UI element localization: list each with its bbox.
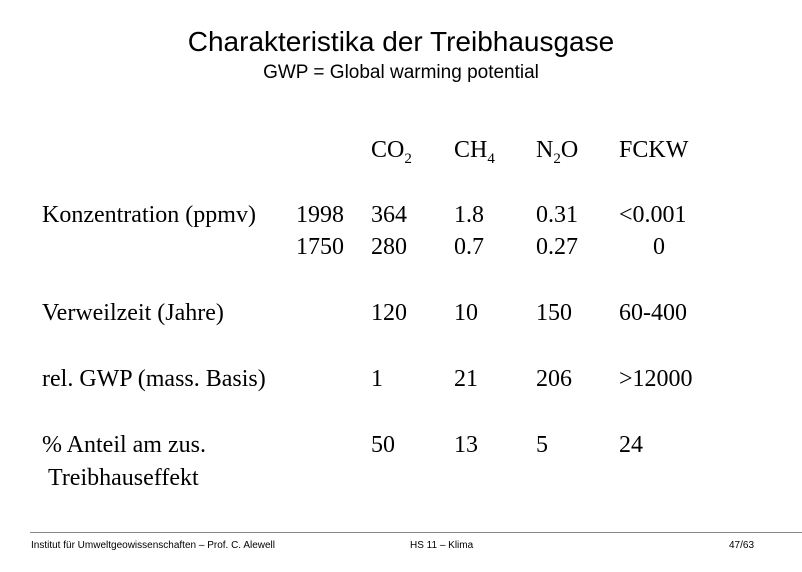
year-1998: 1998 xyxy=(296,202,344,228)
cell-residence-ch4: 10 xyxy=(454,300,478,326)
cell-gwp-n2o: 206 xyxy=(536,366,572,392)
cell-conc1998-ch4: 1.8 xyxy=(454,202,484,228)
cell-share-fckw: 24 xyxy=(619,432,643,458)
cell-gwp-fckw: >12000 xyxy=(619,366,693,392)
cell-share-ch4: 13 xyxy=(454,432,478,458)
header-ch4: $CH_4$ xyxy=(454,137,495,167)
footer-institute: Institut für Umweltgeowissenschaften – Prof. C. Alewell xyxy=(31,540,275,551)
cell-conc1998-fckw: <0.001 xyxy=(619,202,687,228)
row-label-concentration: Konzentration (ppmv) xyxy=(42,202,256,228)
cell-conc1750-ch4: 0.7 xyxy=(454,234,484,260)
cell-conc1998-n2o: 0.31 xyxy=(536,202,578,228)
slide-subtitle: GWP = Global warming potential xyxy=(263,62,539,83)
cell-conc1750-co2: 280 xyxy=(371,234,407,260)
row-label-share-line1: % Anteil am zus. xyxy=(42,432,206,458)
header-co2: $CO_2$ xyxy=(371,137,412,167)
cell-share-n2o: 5 xyxy=(536,432,548,458)
footer-page-number: 47/63 xyxy=(729,540,755,551)
cell-gwp-co2: 1 xyxy=(371,366,383,392)
cell-residence-fckw: 60-400 xyxy=(619,300,687,326)
cell-share-co2: 50 xyxy=(371,432,395,458)
year-1750: 1750 xyxy=(296,234,344,260)
row-label-gwp: rel. GWP (mass. Basis) xyxy=(42,366,266,392)
header-fckw: FCKW xyxy=(619,137,689,163)
row-label-residence: Verweilzeit (Jahre) xyxy=(42,300,224,326)
cell-residence-n2o: 150 xyxy=(536,300,572,326)
cell-conc1750-fckw: 0 xyxy=(653,234,665,260)
row-label-share-line2: Treibhauseffekt xyxy=(48,465,199,491)
footer-course: HS 11 – Klima xyxy=(410,540,474,551)
cell-gwp-ch4: 21 xyxy=(454,366,478,392)
cell-conc1998-co2: 364 xyxy=(371,202,407,228)
cell-residence-co2: 120 xyxy=(371,300,407,326)
footer-divider xyxy=(30,532,802,533)
header-n2o: $N_2O$ xyxy=(536,137,579,167)
cell-conc1750-n2o: 0.27 xyxy=(536,234,578,260)
slide-title: Charakteristika der Treibhausgase xyxy=(187,26,615,57)
